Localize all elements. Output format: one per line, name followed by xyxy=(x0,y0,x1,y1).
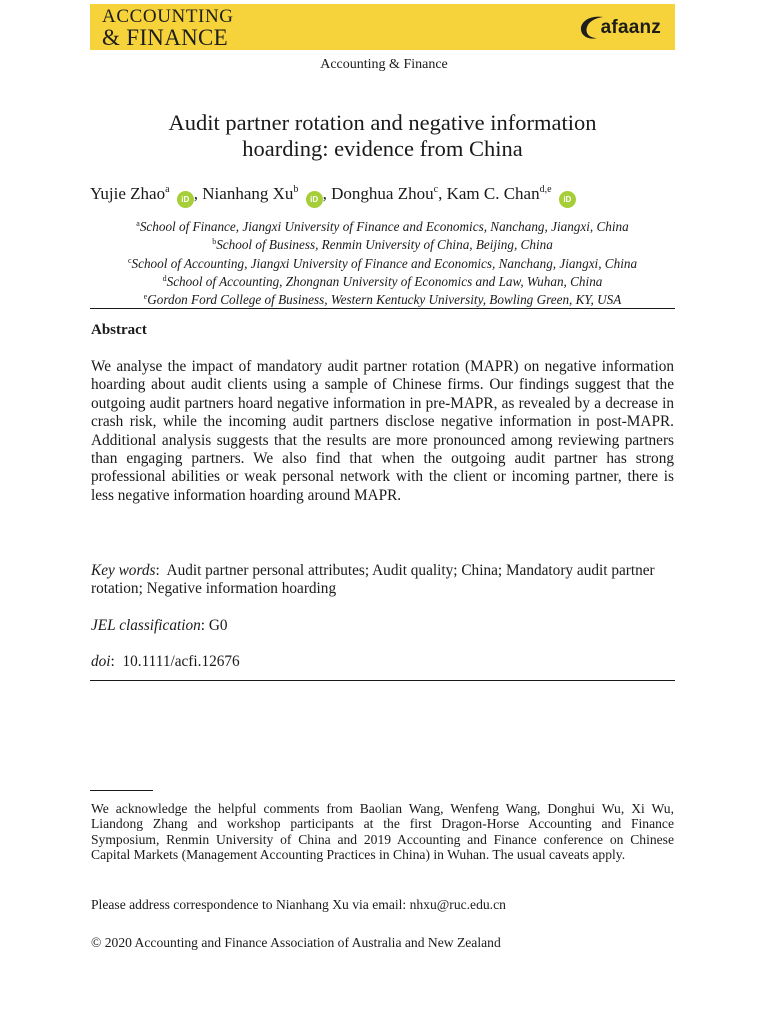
doi-value[interactable]: 10.1111/acfi.12676 xyxy=(122,653,240,670)
acknowledgement-footnote: We acknowledge the helpful comments from Baolian Wang, Wenfeng Wang, Donghui Wu, Xi Wu, Liandong Zhang and workshop participants at the first Dragon-Horse Accounting and Finance Symposium, Renmin University of China and 2019 Accounting and Finance conference on Chinese Capital Markets (Management Accounting Practices in China) in Wuhan. The usual caveats apply. xyxy=(91,801,674,863)
author-separator: , xyxy=(438,184,447,203)
author-affil-mark: d,e xyxy=(539,184,552,195)
affiliation-text: School of Accounting, Zhongnan University of Economics and Law, Wuhan, China xyxy=(166,273,603,289)
affiliation-item xyxy=(90,271,675,289)
author-separator: , xyxy=(322,184,332,203)
affiliation-text: School of Finance, Jiangxi University of Finance and Economics, Nanchang, Jiangxi, China xyxy=(139,219,629,234)
journal-brand xyxy=(102,6,234,48)
affiliation-text: Gordon Ford College of Business, Western Kentucky University, Bowling Green, KY, USA xyxy=(147,292,622,308)
affiliation-text: School of Accounting, Jiangxi University of Finance and Economics, Nanchang, Jiangxi, China xyxy=(131,255,638,271)
author-name: Kam C. Chan xyxy=(446,184,540,203)
affiliation-item xyxy=(90,253,675,271)
doi: doi: 10.1111/acfi.12676 xyxy=(91,653,240,670)
jel-label: JEL classification xyxy=(91,617,201,634)
author-name: Nianhang Xu xyxy=(202,184,294,203)
title-line-2: hoarding: evidence from China xyxy=(242,136,523,161)
footnote-rule xyxy=(90,790,153,791)
abstract-top-rule xyxy=(90,308,675,309)
author-list xyxy=(90,184,680,208)
author-affil-mark: a xyxy=(165,184,170,195)
keywords-label: Key words xyxy=(91,562,156,579)
afaanz-logo xyxy=(577,14,661,42)
abstract-heading: Abstract xyxy=(91,322,147,338)
orcid-icon[interactable]: iD xyxy=(306,191,323,208)
orcid-icon[interactable]: iD xyxy=(177,191,194,208)
title-line-1: Audit partner rotation and negative information xyxy=(168,110,597,135)
affiliation-item xyxy=(90,289,675,307)
affiliation-mark: b xyxy=(212,237,217,247)
jel-code: G0 xyxy=(208,617,228,634)
brand-line-2: & FINANCE xyxy=(102,25,229,50)
jel-classification: JEL classification: G0 xyxy=(91,617,228,634)
doi-label: doi xyxy=(91,653,111,670)
abstract-bottom-rule xyxy=(90,680,675,681)
article-title xyxy=(90,110,675,162)
keywords: Key words: Audit partner personal attributes; Audit quality; China; Mandatory audit partner rotation; Negative information hoarding xyxy=(91,562,655,598)
affiliation-mark: e xyxy=(143,292,148,302)
author-affil-mark: c xyxy=(433,184,439,195)
affiliation-text: School of Business, Renmin University of China, Beijing, China xyxy=(216,237,553,253)
author-name: Donghua Zhou xyxy=(331,184,434,203)
affiliation-item xyxy=(90,234,675,252)
affiliation-mark: c xyxy=(127,255,132,265)
affiliation-mark: d xyxy=(162,273,167,283)
affiliation-mark: a xyxy=(136,219,140,228)
author-separator: , xyxy=(193,184,203,203)
author-affil-mark: b xyxy=(293,184,299,195)
copyright-notice: © 2020 Accounting and Finance Association of Australia and New Zealand xyxy=(91,935,501,950)
journal-name: Accounting & Finance xyxy=(320,57,448,72)
affiliation-list xyxy=(90,216,675,307)
orcid-icon[interactable]: iD xyxy=(559,191,576,208)
affiliation-item xyxy=(90,216,675,234)
journal-banner xyxy=(90,4,675,50)
keywords-text: Audit partner personal attributes; Audit quality; China; Mandatory audit partner rotation; Negative information hoarding xyxy=(91,562,655,598)
brand-line-1: ACCOUNTING xyxy=(102,6,234,27)
abstract-text: We analyse the impact of mandatory audit partner rotation (MAPR) on negative information hoarding about audit clients using a sample of Chinese firms. Our findings suggest that the outgoing audit partners hoard negative information in pre-MAPR, as revealed by a decrease in crash risk, while the incoming audit partners disclose negative information in post-MAPR. Additional analysis suggests that the results are more pronounced among reviewing partners than engaging partners. We also find that when the outgoing audit partner has strong professional abilities or weak personal network with the client or incoming partner, there is less negative information hoarding around MAPR. xyxy=(91,358,674,504)
author-name: Yujie Zhao xyxy=(90,184,166,203)
correspondence-footnote: Please address correspondence to Nianhang Xu via email: nhxu@ruc.edu.cn xyxy=(91,897,506,912)
logo-text: afaanz xyxy=(600,17,661,38)
